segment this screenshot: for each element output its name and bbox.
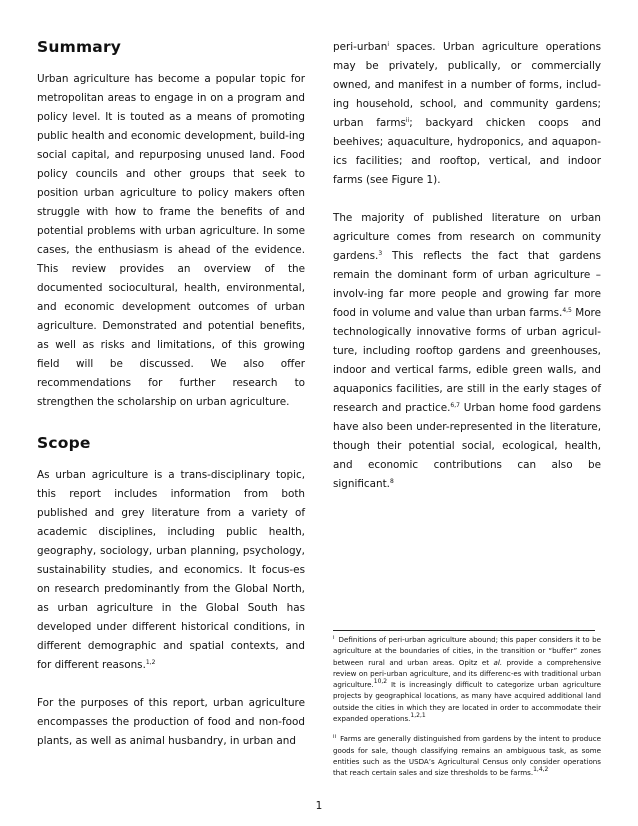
footnote-divider: [333, 630, 595, 631]
left-column: [37, 38, 305, 751]
right-column: [333, 38, 601, 494]
scope-heading: Scope: [37, 434, 91, 452]
footnote-i: $^i$ Definitions of peri-urban agriculture abound; this paper considers it to be agriculture at the boundaries of cities, in the transition or “buffer” zones between rural and urban areas. Opitz et al. provide a comprehensive review on peri-urban agriculture, and its differenc-es with traditional urban agriculture.$^{10,2}$ It is increasingly difficult to categorize urban agriculture projects by geographical locations, as many have acquired additional land outside the cities in which they are located in order to accommodate their expanded operations.$^{1,2,1}$: [333, 635, 601, 724]
citation-superscript: 1,4,2: [533, 766, 549, 774]
summary-paragraph: Urban agriculture has become a popular topic for metropolitan areas to engage in on a program and policy level. It is touted as a means of promoting public health and economic development, build-ing social capital, and repurposing unused land. Food policy councils and other groups that seek to position urban agriculture to policy makers often struggle with how to frame the benefits of and potential problems with urban agriculture. In some cases, the enthusiasm is ahead of the evidence. This review provides an overview of the documented sociocultural, health, environmental, and economic development outcomes of urban agriculture. Demonstrated and potential benefits, as well as risks and limitations, of this growing field will be discussed. We also offer recommendations for further research to strengthen the scholarship on urban agriculture.: [37, 73, 305, 408]
footnote-ii: $^{ii}$ Farms are generally distinguished from gardens by the intent to produce goods for sale, though classifying remains an ambiguous task, as some entities such as the USDA’s Agricultural Census only consider operations that reach certain sales and size thresholds to be farms.$^{1,4,2}$: [333, 734, 601, 778]
italic-text: al.: [493, 657, 503, 667]
scope-paragraph-1: As urban agriculture is a trans-disciplinary topic, this report includes information from both published and grey literature from a variety of academic disciplines, including public health, geography, sociology, urban planning, psychology, sustainability studies, and economics. It focus-es on research predominantly from the Global North, as urban agriculture in the Global South has developed under different historical conditions, in different demographic and spatial contexts, and for different reasons.$^{1,2}$: [37, 469, 305, 671]
citation-superscript: 6,7: [450, 402, 460, 409]
citation-superscript: 8: [389, 478, 394, 485]
scope-paragraph-2-continued: peri-urban$^i$ spaces. Urban agriculture operations may be privately, publically, or commercially owned, and manifest in a number of forms, includ-ing household, school, and community gardens; urban farms$^{ii}$; backyard chicken coops and beehives; aquaculture, hydroponics, and aquapon-ics facilities; and rooftop, vertical, and indoor farms (see Figure 1).: [333, 41, 601, 186]
citation-superscript: 1,2,1: [410, 712, 426, 720]
footnote-marker: ii: [333, 734, 337, 741]
citation-superscript: 10,2: [373, 678, 388, 686]
page-number: 1: [315, 800, 323, 812]
citation-superscript: i: [387, 41, 389, 48]
summary-heading: Summary: [37, 38, 122, 56]
citation-superscript: 3: [378, 250, 383, 257]
citation-superscript: 4,5: [562, 307, 572, 314]
scope-paragraph-2: For the purposes of this report, urban agriculture encompasses the production of food and non-food plants, as well as animal husbandry, in urban and: [37, 697, 305, 747]
footnote-marker: i: [333, 635, 335, 641]
citation-superscript: 1,2: [145, 659, 156, 666]
citation-superscript: ii: [405, 117, 410, 124]
scope-paragraph-3: The majority of published literature on urban agriculture comes from research on community gardens.$^3$ This reflects the fact that gardens remain the dominant form of urban agriculture – involv-ing far more people and growing far more food in volume and value than urban farms.$^{4,5}$ More technologically innovative forms of urban agricul-ture, including rooftop gardens and greenhouses, indoor and vertical farms, edible green walls, and aquaponics facilities, are still in the early stages of research and practice.$^{6,7}$ Urban home food gardens have also been under-represented in the literature, though their potential social, ecological, health, and economic contributions can also be significant.$^8$: [333, 212, 601, 490]
footnotes: [333, 633, 601, 779]
